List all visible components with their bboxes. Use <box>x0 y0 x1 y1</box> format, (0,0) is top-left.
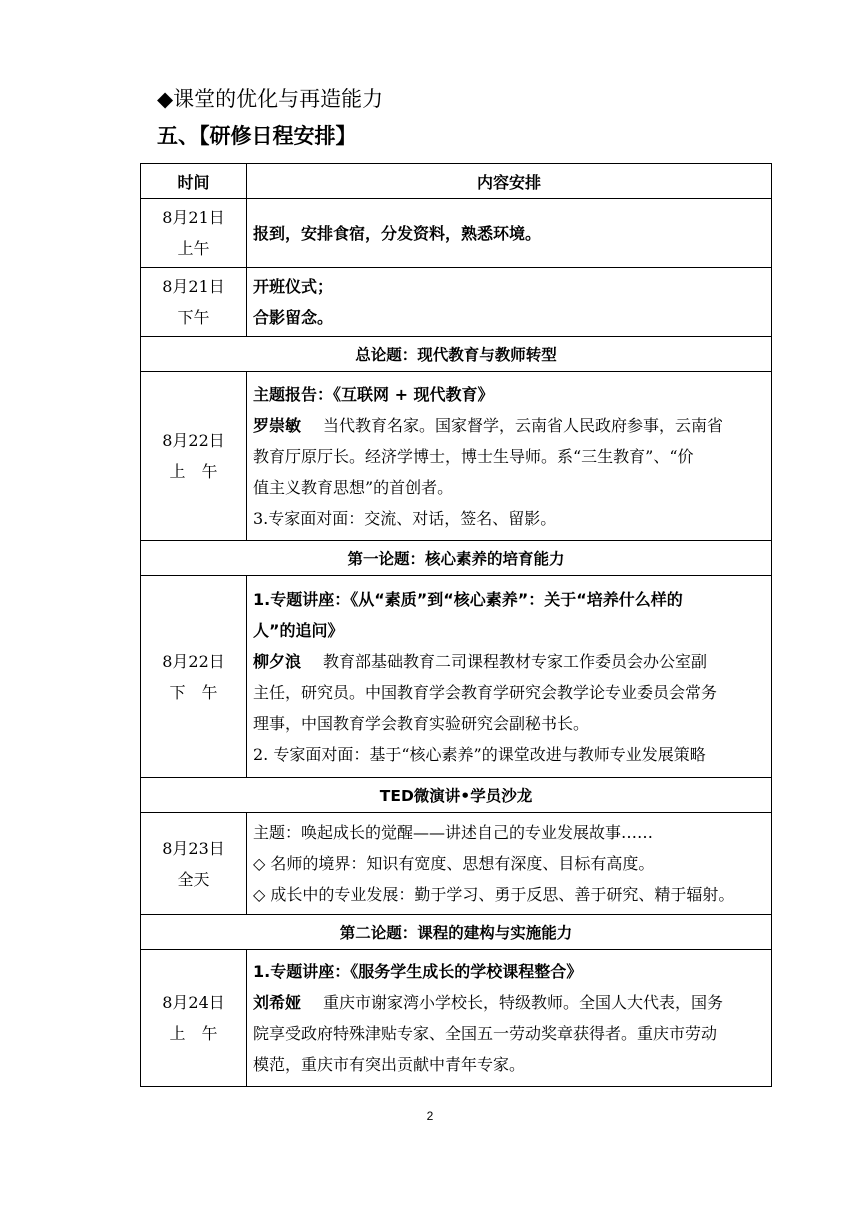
bio-text: 重庆市谢家湾小学校长，特级教师。全国人大代表，国务 <box>323 993 724 1012</box>
lecture-title: 主题报告：《互联网 + 现代教育》 <box>253 384 494 404</box>
bio-line: 模范，重庆市有突出贡献中青年专家。 <box>253 1055 526 1074</box>
content-cell <box>247 372 772 541</box>
time-cell <box>141 950 247 1087</box>
table-row <box>141 268 772 337</box>
date-text: 8月21日 <box>162 277 225 296</box>
theme-title: TED微演讲•学员沙龙 <box>141 778 772 813</box>
table-row <box>141 950 772 1087</box>
lecture-title: 1.专题讲座：《从“素质”到“核心素养”：关于“培养什么样的 <box>253 589 683 609</box>
date-text: 8月22日 <box>162 431 225 450</box>
content-line: 主题：唤起成长的觉醒——讲述自己的专业发展故事…… <box>253 823 654 842</box>
time-cell <box>141 268 247 337</box>
bullet-line: ◆课堂的优化与再造能力 <box>157 87 384 111</box>
time-cell <box>141 199 247 268</box>
content-line: ◇ 名师的境界：知识有宽度、思想有深度、目标有高度。 <box>253 854 655 873</box>
bio-line: 主任，研究员。中国教育学会教育学研究会教学论专业委员会常务 <box>253 682 718 702</box>
table-row <box>141 576 772 778</box>
period-text: 上午 <box>177 239 210 258</box>
speaker-name: 柳夕浪 <box>253 651 302 671</box>
content-line: 3.专家面对面：交流、对话，签名、留影。 <box>253 508 557 528</box>
content-cell <box>247 199 772 268</box>
content-line: 合影留念。 <box>253 308 334 327</box>
period-text: 全天 <box>177 869 210 889</box>
period-text: 上 午 <box>169 1024 218 1043</box>
speaker-name: 刘希娅 <box>253 993 302 1012</box>
period-text: 下午 <box>177 308 210 327</box>
theme-row <box>141 778 772 813</box>
content-cell <box>247 268 772 337</box>
speaker-bio-line <box>253 646 765 677</box>
date-text: 8月23日 <box>162 838 225 858</box>
lecture-title-cont: 人”的追问》 <box>253 620 344 640</box>
content-line: ◇ 成长中的专业发展：勤于学习、勇于反思、善于研究、精于辐射。 <box>253 885 735 904</box>
time-cell <box>141 372 247 541</box>
section-heading: 五、【研修日程安排】 <box>157 124 357 148</box>
table-header-row <box>141 164 772 199</box>
theme-row <box>141 541 772 576</box>
content-line: 开班仪式； <box>253 277 334 296</box>
bio-line: 理事，中国教育学会教育实验研究会副秘书长。 <box>253 713 590 733</box>
content-line: 2. 专家面对面：基于“核心素养”的课堂改进与教师专业发展策略 <box>253 744 706 764</box>
bio-text: 教育部基础教育二司课程教材专家工作委员会办公室副 <box>323 651 708 671</box>
header-time: 时间 <box>141 164 247 199</box>
theme-title: 第二论题：课程的建构与实施能力 <box>141 915 772 950</box>
content-line: 报到，安排食宿，分发资料，熟悉环境。 <box>253 223 542 243</box>
theme-title: 第一论题：核心素养的培育能力 <box>141 541 772 576</box>
page-number: 2 <box>426 1109 434 1123</box>
speaker-bio-line <box>253 987 765 1018</box>
bio-text: 当代教育名家。国家督学，云南省人民政府参事，云南省 <box>323 415 724 435</box>
content-cell <box>247 950 772 1087</box>
bio-line: 院享受政府特殊津贴专家、全国五一劳动奖章获得者。重庆市劳动 <box>253 1024 718 1043</box>
content-cell <box>247 813 772 915</box>
content-cell <box>247 576 772 778</box>
date-text: 8月22日 <box>162 651 225 671</box>
schedule-table <box>140 163 772 1087</box>
theme-row <box>141 915 772 950</box>
time-cell <box>141 813 247 915</box>
period-text: 上 午 <box>169 462 218 481</box>
bio-line: 值主义教育思想”的首创者。 <box>253 477 454 497</box>
theme-title: 总论题：现代教育与教师转型 <box>141 337 772 372</box>
date-text: 8月21日 <box>162 208 225 227</box>
period-text: 下 午 <box>169 682 218 702</box>
date-text: 8月24日 <box>162 993 225 1012</box>
table-row <box>141 813 772 915</box>
time-cell <box>141 576 247 778</box>
speaker-name: 罗崇敏 <box>253 415 302 435</box>
table-row <box>141 199 772 268</box>
bio-line: 教育厅原厅长。经济学博士，博士生导师。系“三生教育”、“价 <box>253 446 694 466</box>
speaker-bio-line <box>253 410 765 441</box>
header-content: 内容安排 <box>247 164 772 199</box>
lecture-title: 1.专题讲座：《服务学生成长的学校课程整合》 <box>253 962 583 981</box>
table-row <box>141 372 772 541</box>
theme-row <box>141 337 772 372</box>
